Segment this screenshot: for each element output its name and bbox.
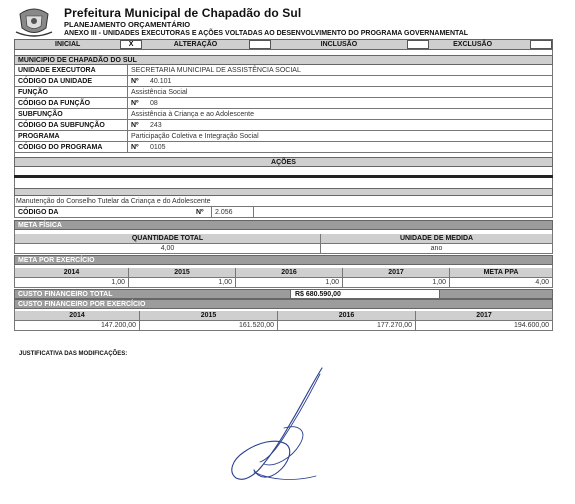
exclusao-checkbox[interactable] <box>530 40 552 49</box>
qtd-total-value: 4,00 <box>15 244 321 253</box>
handwritten-signature <box>224 364 334 490</box>
unidade-value: SECRETARIA MUNICIPAL DE ASSISTÊNCIA SOCIAL <box>131 66 301 74</box>
alteracao-label: ALTERAÇÃO <box>173 41 218 48</box>
acoes-heading: AÇÕES <box>14 157 553 167</box>
funcao-label: FUNÇÃO <box>15 87 128 97</box>
alteracao-checkbox[interactable] <box>249 40 271 49</box>
meta-year-value: 1,00 <box>343 278 450 287</box>
programa-label: PROGRAMA <box>15 131 128 141</box>
exclusao-label: EXCLUSÃO <box>453 41 493 48</box>
cod-programa-row <box>14 142 553 153</box>
meta-exercicio-header-row <box>14 268 553 278</box>
funcao-value: Assistência Social <box>131 88 188 96</box>
meta-year-header: 2015 <box>129 268 236 277</box>
municipio-heading: MUNICIPIO DE CHAPADÃO DO SUL <box>14 55 553 65</box>
acao-codigo-value: 2.056 <box>212 207 254 217</box>
unidade-label: UNIDADE EXECUTORA <box>15 65 128 75</box>
document-header <box>14 4 559 40</box>
meta-year-header: 2017 <box>343 268 450 277</box>
page-title: Prefeitura Municipal de Chapadão do Sul <box>64 6 302 20</box>
meta-fisica-heading: META FÍSICA <box>14 220 553 230</box>
annex-title: ANEXO III - UNIDADES EXECUTORAS E AÇÕES VOLTADAS AO DESENVOLVIMENTO DO PROGRAMA GOVERNAMENTAL <box>64 30 469 37</box>
cod-programa-label: CÓDIGO DO PROGRAMA <box>15 142 128 152</box>
cod-programa-value: 0105 <box>150 143 166 151</box>
numero-prefix: Nº <box>131 143 139 151</box>
cod-subfuncao-row <box>14 120 553 131</box>
status-bar <box>14 39 553 50</box>
meta-ppa-header: META PPA <box>483 269 519 276</box>
unidade-medida-value: ano <box>430 245 443 252</box>
page-subtitle: PLANEJAMENTO ORÇAMENTÁRIO <box>64 20 191 29</box>
inclusao-label: INCLUSÃO <box>320 41 358 48</box>
custo-year-value: 161.520,00 <box>140 321 278 330</box>
unidade-row <box>14 65 553 76</box>
acao-codigo-label: CÓDIGO DA <box>18 208 59 216</box>
municipal-crest-icon <box>14 4 54 38</box>
cod-subfuncao-label: CÓDIGO DA SUBFUNÇÃO <box>15 120 128 130</box>
meta-fisica-value-row <box>14 244 553 254</box>
cod-funcao-row <box>14 98 553 109</box>
cod-subfuncao-value: 243 <box>150 121 162 129</box>
custo-year-value: 147.200,00 <box>15 321 140 330</box>
numero-prefix: Nº <box>131 121 139 129</box>
cod-unidade-value: 40.101 <box>150 77 172 85</box>
cod-unidade-row <box>14 76 553 87</box>
cod-unidade-label: CÓDIGO DA UNIDADE <box>15 76 128 86</box>
acao-codigo-prefix: Nº <box>196 207 212 217</box>
meta-year-value: 1,00 <box>236 278 343 287</box>
custo-year-header: 2016 <box>278 311 416 320</box>
inicial-label: INICIAL <box>55 41 81 48</box>
unidade-medida-header: UNIDADE DE MEDIDA <box>399 235 474 242</box>
subfuncao-label: SUBFUNÇÃO <box>15 109 128 119</box>
subfuncao-value: Assistência à Criança e ao Adolescente <box>131 110 254 118</box>
meta-ppa-value: 4,00 <box>535 279 549 286</box>
meta-year-header: 2014 <box>15 268 129 277</box>
acao-descricao: Manutenção do Conselho Tutelar da Criança e do Adolescente <box>14 196 553 206</box>
acao-codigo-row <box>14 206 553 218</box>
meta-fisica-header-row <box>14 234 553 244</box>
inicial-checkbox[interactable]: X <box>120 40 142 49</box>
custo-exercicio-header-row <box>14 311 553 321</box>
custo-year-header: 2014 <box>15 311 140 320</box>
custo-exercicio-value-row <box>14 321 553 331</box>
qtd-total-header: QUANTIDADE TOTAL <box>15 234 321 243</box>
inclusao-checkbox[interactable] <box>407 40 429 49</box>
programa-row <box>14 131 553 142</box>
numero-prefix: Nº <box>131 77 139 85</box>
cod-funcao-label: CÓDIGO DA FUNÇÃO <box>15 98 128 108</box>
custo-total-row <box>14 289 553 299</box>
meta-year-value: 1,00 <box>129 278 236 287</box>
meta-year-header: 2016 <box>236 268 343 277</box>
programa-value: Participação Coletiva e Integração Social <box>131 132 259 140</box>
meta-exercicio-heading: META POR EXERCÍCIO <box>14 255 553 265</box>
acoes-spacer-bar <box>14 188 553 196</box>
numero-prefix: Nº <box>131 99 139 107</box>
justificativa-label: JUSTIFICATIVA DAS MODIFICAÇÕES: <box>19 351 128 357</box>
budget-form <box>14 39 553 331</box>
custo-total-value: R$ 680.590,00 <box>290 290 440 298</box>
cod-funcao-value: 08 <box>150 99 158 107</box>
custo-total-label: CUSTO FINANCEIRO TOTAL <box>18 290 113 298</box>
custo-year-value: 177.270,00 <box>278 321 416 330</box>
subfuncao-row <box>14 109 553 120</box>
custo-year-value: 194.600,00 <box>513 322 549 329</box>
meta-year-value: 1,00 <box>15 278 129 287</box>
custo-exercicio-heading: CUSTO FINANCEIRO POR EXERCÍCIO <box>14 299 553 309</box>
funcao-row <box>14 87 553 98</box>
custo-year-header: 2015 <box>140 311 278 320</box>
meta-exercicio-value-row <box>14 278 553 288</box>
custo-year-header: 2017 <box>476 312 492 319</box>
